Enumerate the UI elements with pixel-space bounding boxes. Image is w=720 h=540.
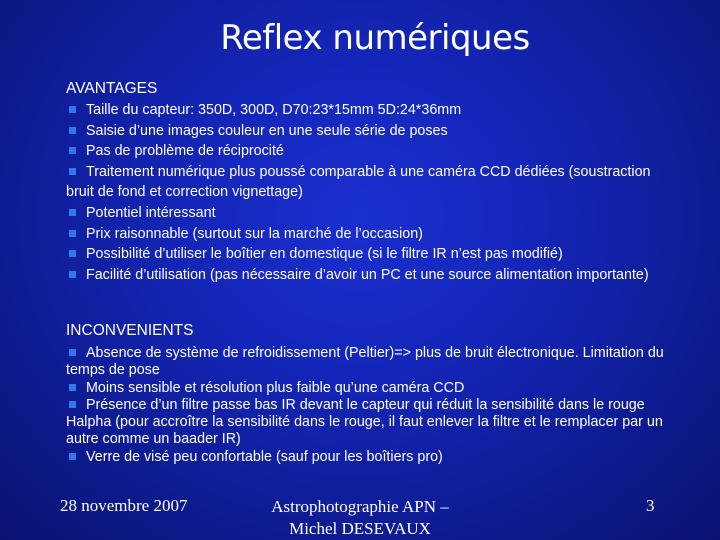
avantages-item: [66, 244, 676, 265]
square-bullet-icon: [69, 349, 76, 356]
inconvenients-heading: INCONVENIENTS: [66, 322, 194, 339]
avantages-heading: AVANTAGES: [66, 80, 158, 97]
inconvenients-item: [66, 345, 676, 380]
footer-date: 28 novembre 2007: [60, 496, 188, 515]
square-bullet-icon: [69, 401, 76, 408]
avantages-section: [66, 78, 676, 285]
square-bullet-icon: [69, 127, 76, 134]
avantages-item: [66, 224, 676, 245]
square-bullet-icon: [69, 271, 76, 278]
avantages-item-text: Potentiel intéressant: [86, 204, 216, 221]
avantages-item: [66, 141, 676, 162]
avantages-item: [66, 100, 676, 121]
square-bullet-icon: [69, 209, 76, 216]
square-bullet-icon: [69, 384, 76, 391]
avantages-item-text: Facilité d’utilisation (pas nécessaire d’avoir un PC et une source alimentation importante): [86, 266, 649, 283]
avantages-item-text: Saisie d’une images couleur en une seule série de poses: [86, 122, 448, 139]
square-bullet-icon: [69, 106, 76, 113]
square-bullet-icon: [69, 250, 76, 257]
inconvenients-item-text: Moins sensible et résolution plus faible qu’une caméra CCD: [86, 379, 465, 396]
avantages-item-text: Possibilité d’utiliser le boîtier en domestique (si le filtre IR n’est pas modifié): [86, 246, 563, 263]
avantages-item: [66, 265, 676, 286]
avantages-item-text: Prix raisonnable (surtout sur la marché de l’occasion): [86, 225, 423, 242]
footer-author-line2: Michel DESEVAUX: [289, 519, 431, 538]
footer-page-number: 3: [646, 496, 655, 515]
inconvenients-item-text: Présence d’un filtre passe bas IR devant le capteur qui réduit la sensibilité dans le rouge Halpha (pour accroître la sensibilité dans le rouge, il faut enlever la filtre et le remplacer par un autre comme un baader IR): [66, 396, 663, 448]
square-bullet-icon: [69, 147, 76, 154]
inconvenients-item: [66, 449, 676, 466]
square-bullet-icon: [69, 168, 76, 175]
square-bullet-icon: [69, 453, 76, 460]
avantages-item-text: Traitement numérique plus poussé comparable à une caméra CCD dédiées (soustraction bruit de fond et correction vignettage): [66, 163, 651, 201]
inconvenients-item-text: Verre de visé peu confortable (sauf pour les boîtiers pro): [86, 448, 443, 465]
inconvenients-section: [66, 320, 676, 466]
footer-author: [230, 496, 490, 540]
inconvenients-item: [66, 397, 676, 449]
avantages-item: [66, 162, 676, 203]
avantages-item-text: Pas de problème de réciprocité: [86, 143, 284, 160]
avantages-item: [66, 121, 676, 142]
square-bullet-icon: [69, 230, 76, 237]
avantages-item: [66, 203, 676, 224]
slide-title: Reflex numériques: [220, 18, 530, 58]
footer-author-line1: Astrophotographie APN –: [271, 497, 449, 516]
inconvenients-item-text: Absence de système de refroidissement (Peltier)=> plus de bruit électronique. Limitation du temps de pose: [66, 345, 664, 379]
inconvenients-item: [66, 380, 676, 397]
avantages-item-text: Taille du capteur: 350D, 300D, D70:23*15mm 5D:24*36mm: [86, 102, 462, 118]
